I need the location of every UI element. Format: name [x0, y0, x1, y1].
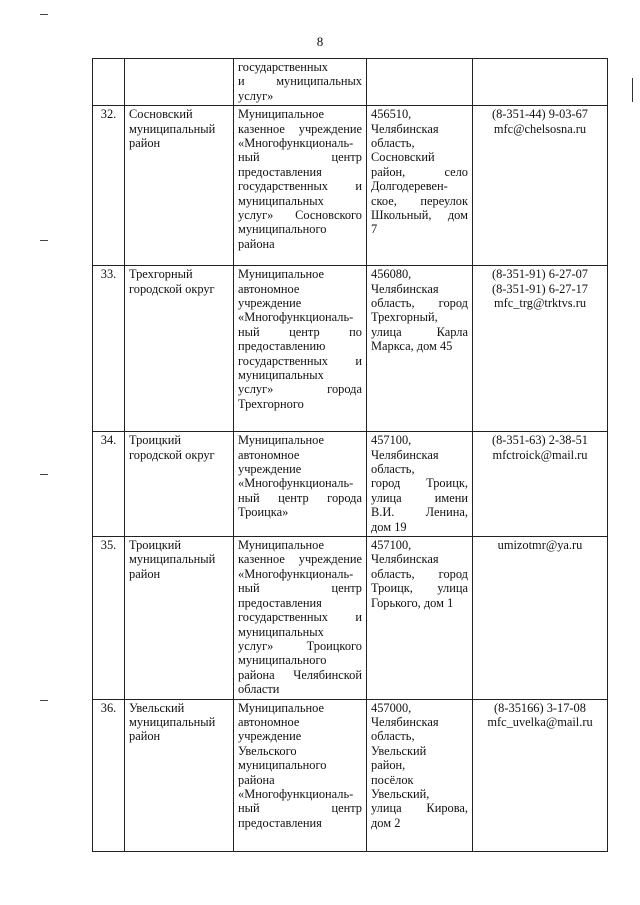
- address-line: район,: [371, 758, 406, 773]
- organization-name-line: Троицка»: [238, 505, 289, 520]
- address-line: город Троицк,: [371, 476, 468, 491]
- address-line: область, город: [371, 296, 468, 311]
- organization-name-line: ный центр города: [238, 490, 362, 505]
- address-cell: [367, 266, 473, 432]
- table-row: [93, 432, 608, 537]
- organization-name-line: «Многофункциональ-: [238, 566, 354, 581]
- organization-name-line: муниципальных: [238, 193, 324, 208]
- organization-name-line: Муниципальное: [238, 107, 324, 122]
- organization-name-line: ный центр: [238, 801, 362, 816]
- address-line: область,: [371, 462, 415, 477]
- organization-name-line: района: [238, 772, 275, 787]
- municipality-name-line: Увельский: [129, 700, 185, 715]
- organization-name-line: предоставления: [238, 164, 322, 179]
- organization-name-line: района: [238, 236, 275, 251]
- organization-name-line: района Челябинской: [238, 667, 362, 682]
- municipality-name-line: городской округ: [129, 447, 215, 462]
- organization-cell: [234, 59, 367, 106]
- address-line: ское, переулок: [371, 193, 468, 208]
- organization-name-line: муниципальных: [238, 624, 324, 639]
- address-cell: [367, 106, 473, 266]
- organization-name-line: автономное: [238, 281, 300, 296]
- address-line: 457100,: [371, 433, 412, 448]
- organization-cell: [234, 432, 367, 537]
- municipality-name-line: Троицкий: [129, 538, 182, 553]
- organization-cell: [234, 537, 367, 699]
- municipality-name-line: район: [129, 729, 161, 744]
- municipality-name-line: Троицкий: [129, 433, 182, 448]
- organization-name-line: предоставлению: [238, 339, 326, 354]
- organization-name-line: учреждение: [238, 296, 302, 311]
- municipality-name-line: район: [129, 566, 161, 581]
- address-line: посёлок: [371, 772, 414, 787]
- organization-name-line: предоставления: [238, 815, 322, 830]
- table-body: [93, 59, 608, 852]
- municipality-cell: [125, 432, 234, 537]
- organization-name-line: государственных и: [238, 179, 362, 194]
- address-line: В.И. Ленина,: [371, 505, 468, 520]
- address-line: Челябинская: [371, 714, 439, 729]
- organization-name-line: муниципального: [238, 222, 327, 237]
- municipality-name-line: Сосновский: [129, 107, 193, 122]
- email-address: umizotmr@ya.ru: [497, 538, 583, 553]
- phone-number: (8-351-91) 6-27-17: [491, 281, 588, 296]
- table-row: [93, 699, 608, 851]
- organization-name-line: услуг» Сосновского: [238, 208, 362, 223]
- email-address: mfc_trg@trktvs.ru: [493, 296, 587, 311]
- organization-name-line: муниципальных: [238, 368, 324, 383]
- organization-name-line: предоставления: [238, 595, 322, 610]
- email-address: mfc@chelsosna.ru: [493, 121, 587, 136]
- organization-name-line: «Многофункциональ-: [238, 786, 354, 801]
- address-line: Троицк, улица: [371, 581, 468, 596]
- organization-name-line: муниципального: [238, 653, 327, 668]
- organization-name-line: Муниципальное: [238, 267, 324, 282]
- organization-name-line: ный центр: [238, 581, 362, 596]
- organization-name-line: и муниципальных: [238, 74, 362, 89]
- contact-cell: [473, 537, 608, 699]
- municipality-name-line: городской округ: [129, 281, 215, 296]
- mfc-table: [92, 58, 608, 852]
- address-cell: [367, 59, 473, 106]
- address-line: область, город: [371, 566, 468, 581]
- address-cell: [367, 537, 473, 699]
- address-line: область,: [371, 136, 415, 151]
- email-address: mfctroick@mail.ru: [492, 447, 588, 462]
- organization-name-line: Увельского: [238, 743, 297, 758]
- municipality-cell: [125, 537, 234, 699]
- address-line: дом 2: [371, 815, 401, 830]
- page-number: 8: [316, 34, 324, 49]
- address-line: Маркса, дом 45: [371, 339, 453, 354]
- organization-name-line: муниципального: [238, 758, 327, 773]
- address-line: Сосновский: [371, 150, 435, 165]
- address-cell: [367, 699, 473, 851]
- municipality-name-line: муниципальный: [129, 552, 216, 567]
- address-line: Увельский,: [371, 786, 430, 801]
- row-number: 33.: [100, 267, 117, 282]
- row-number-cell: [93, 699, 125, 851]
- organization-name-line: Трехгорного: [238, 396, 304, 411]
- organization-name-line: услуг» Троицкого: [238, 638, 362, 653]
- organization-name-line: ный центр: [238, 150, 362, 165]
- address-line: Горького, дом 1: [371, 595, 454, 610]
- municipality-cell: [125, 699, 234, 851]
- contact-cell: [473, 106, 608, 266]
- address-line: Трехгорный,: [371, 310, 438, 325]
- margin-tick: [40, 700, 48, 701]
- organization-name-line: государственных: [238, 60, 329, 74]
- address-line: улица имени: [371, 490, 468, 505]
- municipality-name-line: муниципальный: [129, 121, 216, 136]
- table-row: [93, 266, 608, 432]
- phone-number: (8-351-63) 2-38-51: [491, 433, 588, 448]
- contact-cell: [473, 699, 608, 851]
- organization-name-line: государственных и: [238, 610, 362, 625]
- organization-name-line: Муниципальное: [238, 433, 324, 448]
- organization-name-line: ный центр по: [238, 324, 362, 339]
- organization-cell: [234, 699, 367, 851]
- table-row: [93, 537, 608, 699]
- contact-cell: [473, 59, 608, 106]
- address-line: Челябинская: [371, 447, 439, 462]
- contact-cell: [473, 266, 608, 432]
- organization-name-line: услуг»: [238, 88, 274, 103]
- organization-name-line: Муниципальное: [238, 700, 324, 715]
- address-line: 457000,: [371, 700, 412, 715]
- organization-name-line: «Многофункциональ-: [238, 310, 354, 325]
- organization-name-line: Муниципальное: [238, 538, 324, 553]
- row-number: 35.: [100, 538, 117, 553]
- organization-name-line: учреждение: [238, 729, 302, 744]
- margin-tick: [40, 14, 48, 15]
- phone-number: (8-351-44) 9-03-67: [491, 107, 588, 122]
- municipality-cell: [125, 266, 234, 432]
- row-number: 32.: [100, 107, 117, 122]
- organization-name-line: «Многофункциональ-: [238, 136, 354, 151]
- address-line: 456080,: [371, 267, 412, 282]
- table-row: [93, 106, 608, 266]
- email-address: mfc_uvelka@mail.ru: [487, 714, 593, 729]
- address-line: область,: [371, 729, 415, 744]
- municipality-name-line: Трехгорный: [129, 267, 193, 282]
- organization-cell: [234, 106, 367, 266]
- margin-tick: [40, 240, 48, 241]
- address-line: Увельский: [371, 743, 427, 758]
- row-number-cell: [93, 106, 125, 266]
- municipality-cell: [125, 59, 234, 106]
- organization-name-line: «Многофункциональ-: [238, 476, 354, 491]
- row-number: 36.: [100, 700, 117, 715]
- table-row: [93, 59, 608, 106]
- municipality-cell: [125, 106, 234, 266]
- address-line: Школьный, дом: [371, 208, 468, 223]
- organization-name-line: автономное: [238, 714, 300, 729]
- address-line: район, село: [371, 164, 468, 179]
- organization-name-line: казенное учреждение: [238, 552, 362, 567]
- address-line: улица Кирова,: [371, 801, 468, 816]
- row-number-cell: [93, 266, 125, 432]
- organization-name-line: государственных и: [238, 353, 362, 368]
- address-line: 457100,: [371, 538, 412, 553]
- row-number: 34.: [100, 433, 117, 448]
- address-line: Челябинская: [371, 121, 439, 136]
- organization-name-line: услуг» города: [238, 382, 362, 397]
- address-line: дом 19: [371, 519, 407, 534]
- address-line: улица Карла: [371, 324, 468, 339]
- row-number-cell: [93, 537, 125, 699]
- address-cell: [367, 432, 473, 537]
- organization-name-line: казенное учреждение: [238, 121, 362, 136]
- phone-number: (8-351-91) 6-27-07: [491, 267, 588, 282]
- organization-name-line: учреждение: [238, 462, 302, 477]
- organization-cell: [234, 266, 367, 432]
- address-line: 7: [371, 222, 378, 237]
- address-line: Челябинская: [371, 281, 439, 296]
- address-line: 456510,: [371, 107, 412, 122]
- contact-cell: [473, 432, 608, 537]
- organization-name-line: автономное: [238, 447, 300, 462]
- row-number-cell: [93, 59, 125, 106]
- row-number-cell: [93, 432, 125, 537]
- municipality-name-line: район: [129, 136, 161, 151]
- organization-name-line: области: [238, 682, 280, 697]
- municipality-name-line: муниципальный: [129, 714, 216, 729]
- address-line: Долгодеревен-: [371, 179, 448, 194]
- margin-tick: [40, 474, 48, 475]
- address-line: Челябинская: [371, 552, 439, 567]
- phone-number: (8-35166) 3-17-08: [494, 700, 586, 715]
- margin-mark: [632, 78, 633, 102]
